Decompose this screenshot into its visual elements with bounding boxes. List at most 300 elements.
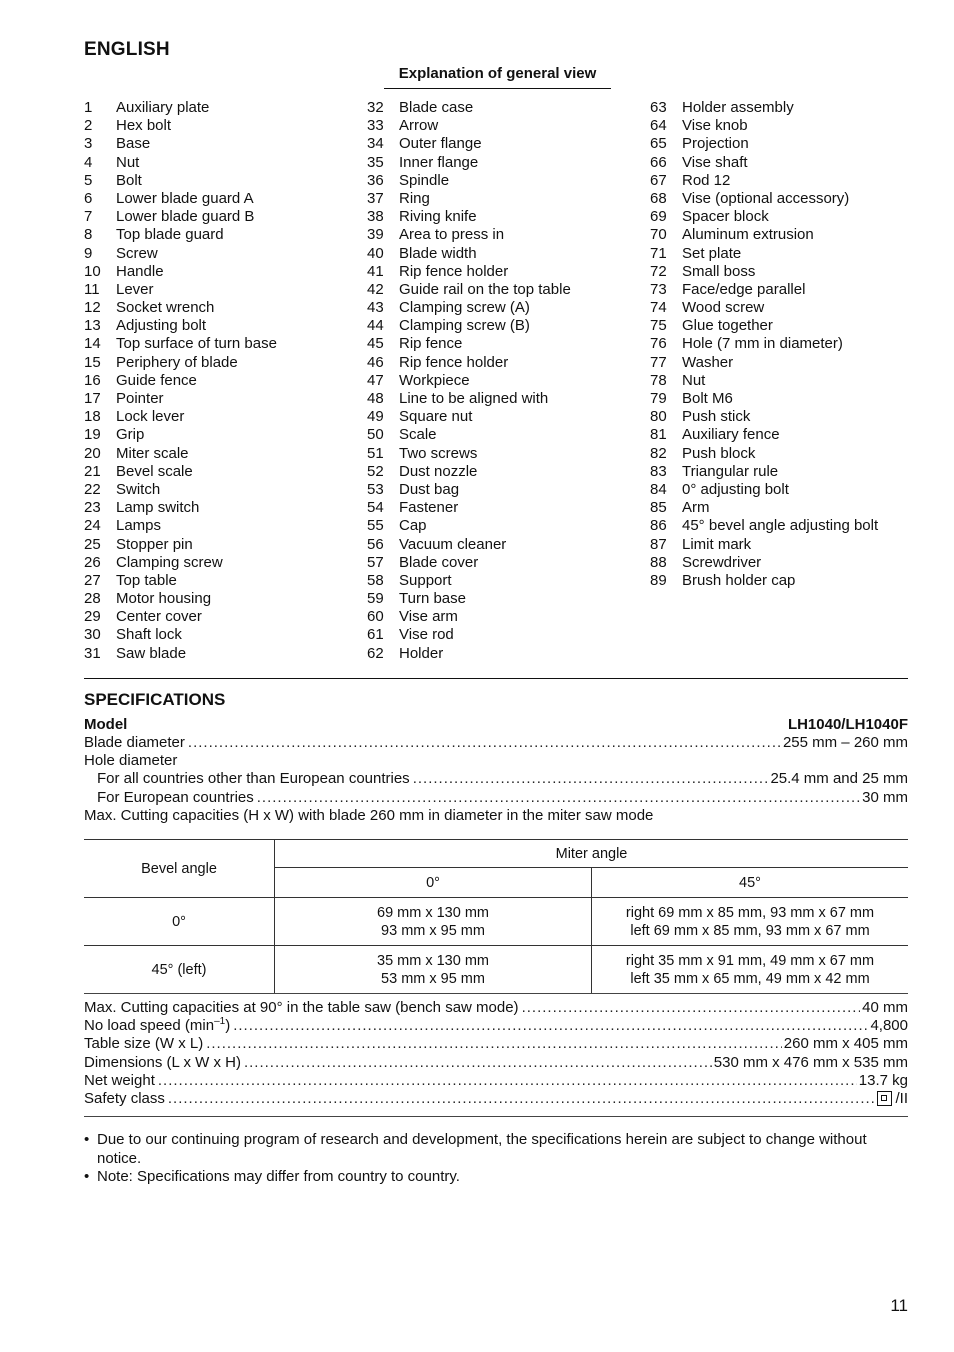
- part-number: 57: [367, 553, 384, 571]
- part-label: Lock lever: [116, 408, 185, 426]
- list-item: [367, 335, 637, 353]
- part-label: Brush holder cap: [682, 571, 796, 589]
- list-item: [84, 354, 354, 372]
- part-label: Area to press in: [399, 226, 505, 244]
- part-number: 84: [650, 480, 667, 498]
- part-label: Arm: [682, 499, 710, 517]
- part-number: 63: [650, 99, 667, 116]
- list-item: [367, 481, 637, 499]
- part-label: Vise shaft: [682, 153, 748, 171]
- part-number: 19: [84, 426, 101, 444]
- part-label: Guide fence: [116, 371, 197, 389]
- part-number: 83: [650, 462, 667, 480]
- list-item: [650, 117, 908, 135]
- part-label: Limit mark: [682, 535, 752, 553]
- part-label: Motor housing: [116, 590, 212, 608]
- part-number: 80: [650, 408, 667, 426]
- part-number: 23: [84, 499, 101, 517]
- part-label: Fastener: [399, 499, 459, 517]
- part-number: 43: [367, 299, 384, 317]
- spec-lines-bottom: [84, 999, 908, 1108]
- part-number: 14: [84, 335, 101, 353]
- part-number: 74: [650, 299, 667, 317]
- list-item: [84, 281, 354, 299]
- part-number: 21: [84, 462, 101, 480]
- part-label: Rip fence holder: [399, 262, 509, 280]
- list-item: [367, 426, 637, 444]
- miter-45-cell: right 69 mm x 85 mm, 93 mm x 67 mm left 69 mm x 85 mm, 93 mm x 67 mm: [592, 898, 909, 946]
- part-number: 35: [367, 153, 384, 171]
- part-number: 79: [650, 390, 667, 407]
- part-number: 81: [650, 426, 667, 444]
- part-label: Cap: [399, 517, 427, 535]
- list-item: [84, 99, 354, 117]
- part-number: 52: [367, 462, 384, 480]
- part-number: 7: [84, 208, 93, 226]
- part-label: Auxiliary plate: [116, 99, 210, 116]
- part-number: 64: [650, 117, 667, 135]
- list-item: [367, 445, 637, 463]
- part-number: 16: [84, 371, 101, 389]
- list-item: [84, 445, 354, 463]
- list-item: [650, 372, 908, 390]
- list-item: [367, 208, 637, 226]
- part-number: 51: [367, 444, 384, 462]
- part-label: Glue together: [682, 317, 773, 335]
- table-row: [84, 946, 908, 994]
- spec-hole-other: For all countries other than European countries ..... 25.4 mm and 25 mm: [84, 770, 908, 788]
- list-item: [84, 645, 354, 663]
- list-item: [650, 190, 908, 208]
- list-item: [367, 572, 637, 590]
- part-number: 49: [367, 408, 384, 426]
- spec-net-weight: Net weight ..... 13.7 kg: [84, 1072, 908, 1090]
- miter-45-cell: right 35 mm x 91 mm, 49 mm x 67 mm left 35 mm x 65 mm, 49 mm x 42 mm: [592, 946, 909, 994]
- list-item: [84, 608, 354, 626]
- list-item: [84, 299, 354, 317]
- part-label: Push stick: [682, 408, 751, 426]
- part-number: 20: [84, 444, 101, 462]
- part-label: Square nut: [399, 408, 473, 426]
- parts-column-3: [650, 99, 908, 590]
- part-label: Outer flange: [399, 135, 482, 153]
- list-item: [650, 481, 908, 499]
- spec-dimensions: Dimensions (L x W x H) ..... 530 mm x 476 mm x 535 mm: [84, 1054, 908, 1072]
- part-label: Scale: [399, 426, 437, 444]
- part-label: Miter scale: [116, 444, 189, 462]
- list-item: [84, 372, 354, 390]
- part-number: 1: [84, 99, 93, 116]
- part-label: Support: [399, 571, 452, 589]
- part-label: Rip fence holder: [399, 353, 509, 371]
- part-label: Blade case: [399, 99, 474, 116]
- part-number: 11: [84, 280, 100, 298]
- part-label: Face/edge parallel: [682, 280, 806, 298]
- miter-0-cell: 69 mm x 130 mm 93 mm x 95 mm: [275, 898, 592, 946]
- list-item: [650, 281, 908, 299]
- part-label: Riving knife: [399, 208, 477, 226]
- list-item: [84, 590, 354, 608]
- part-number: 88: [650, 553, 667, 571]
- part-number: 39: [367, 226, 384, 244]
- part-number: 32: [367, 99, 384, 116]
- part-number: 37: [367, 189, 384, 207]
- list-item: [84, 554, 354, 572]
- model-label: Model: [84, 716, 128, 733]
- part-number: 46: [367, 353, 384, 371]
- list-item: [367, 226, 637, 244]
- list-item: [84, 135, 354, 153]
- section-title: Explanation of general view: [384, 65, 611, 89]
- table-row: [84, 898, 908, 946]
- part-label: Two screws: [399, 444, 478, 462]
- part-number: 65: [650, 135, 667, 153]
- spec-safety-class: Safety class ..... /II: [84, 1090, 908, 1108]
- notes-list: [84, 1131, 908, 1187]
- parts-column-2: [367, 99, 637, 663]
- part-label: Grip: [116, 426, 145, 444]
- part-label: Clamping screw: [116, 553, 223, 571]
- list-item: [367, 372, 637, 390]
- part-number: 6: [84, 189, 93, 207]
- part-number: 12: [84, 299, 101, 317]
- part-number: 66: [650, 153, 667, 171]
- part-number: 25: [84, 535, 101, 553]
- part-number: 56: [367, 535, 384, 553]
- part-label: Top table: [116, 571, 177, 589]
- list-item: [367, 354, 637, 372]
- part-label: Saw blade: [116, 644, 187, 662]
- part-label: Nut: [116, 153, 140, 171]
- list-item: [84, 263, 354, 281]
- spec-no-load-speed: No load speed $(\min^{-1})$ ..... 4,800: [84, 1017, 908, 1035]
- list-item: [84, 408, 354, 426]
- miter-45-header: 45°: [592, 868, 909, 898]
- part-label: Rod 12: [682, 171, 731, 189]
- part-number: 70: [650, 226, 667, 244]
- part-label: Arrow: [399, 117, 439, 135]
- part-number: 87: [650, 535, 667, 553]
- part-label: Base: [116, 135, 151, 153]
- list-item: [650, 408, 908, 426]
- part-number: 77: [650, 353, 667, 371]
- list-item: [367, 590, 637, 608]
- part-number: 9: [84, 244, 93, 262]
- part-label: Adjusting bolt: [116, 317, 207, 335]
- double-insulation-icon: [877, 1091, 892, 1106]
- list-item: [367, 190, 637, 208]
- part-label: Blade cover: [399, 553, 479, 571]
- part-number: 45: [367, 335, 384, 353]
- list-item: [367, 554, 637, 572]
- part-number: 24: [84, 517, 101, 535]
- part-number: 17: [84, 390, 101, 407]
- list-item: [84, 154, 354, 172]
- part-label: Bolt: [116, 171, 142, 189]
- list-item: [84, 117, 354, 135]
- list-item: [367, 154, 637, 172]
- list-item: [650, 554, 908, 572]
- part-number: 60: [367, 608, 384, 626]
- list-item: [84, 172, 354, 190]
- part-label: Shaft lock: [116, 626, 182, 644]
- part-number: 13: [84, 317, 101, 335]
- list-item: [650, 354, 908, 372]
- part-label: Holder: [399, 644, 444, 662]
- part-label: Dust nozzle: [399, 462, 478, 480]
- list-item: [650, 208, 908, 226]
- list-item: [367, 608, 637, 626]
- part-label: Periphery of blade: [116, 353, 238, 371]
- part-label: Vise (optional accessory): [682, 189, 850, 207]
- cutting-capacity-table: [84, 839, 908, 994]
- part-label: Hole (7 mm in diameter): [682, 335, 843, 353]
- table-bottom-rule: [84, 993, 908, 994]
- spec-table-size: Table size (W x L) ..... 260 mm x 405 mm: [84, 1035, 908, 1053]
- list-item: [650, 463, 908, 481]
- list-item: [84, 390, 354, 408]
- part-number: 53: [367, 480, 384, 498]
- part-number: 34: [367, 135, 384, 153]
- part-number: 72: [650, 262, 667, 280]
- list-item: [367, 245, 637, 263]
- list-item: [650, 135, 908, 153]
- bevel-cell: 45° (left): [84, 946, 275, 994]
- part-number: 75: [650, 317, 667, 335]
- part-number: 73: [650, 280, 667, 298]
- specifications-title: SPECIFICATIONS: [84, 690, 226, 709]
- spec-table-saw-capacity: Max. Cutting capacities at 90° in the table saw (bench saw mode) ..... 40 mm: [84, 999, 908, 1017]
- part-number: 28: [84, 590, 101, 608]
- part-number: 3: [84, 135, 93, 153]
- part-number: 54: [367, 499, 384, 517]
- list-item: [367, 317, 637, 335]
- spec-hole-eu: For European countries ..... 30 mm: [84, 789, 908, 807]
- part-label: Lamp switch: [116, 499, 200, 517]
- bevel-cell: 0°: [84, 898, 275, 946]
- part-label: Spacer block: [682, 208, 769, 226]
- part-number: 86: [650, 517, 667, 535]
- manual-page: [84, 0, 908, 1352]
- part-number: 26: [84, 553, 101, 571]
- part-label: Socket wrench: [116, 299, 215, 317]
- part-label: Lower blade guard A: [116, 189, 254, 207]
- part-label: Set plate: [682, 244, 742, 262]
- list-item: [84, 426, 354, 444]
- part-number: 8: [84, 226, 93, 244]
- part-number: 68: [650, 189, 667, 207]
- part-number: 48: [367, 390, 384, 407]
- part-number: 78: [650, 371, 667, 389]
- list-item: [650, 263, 908, 281]
- list-item: [84, 226, 354, 244]
- list-item: • Note: Specifications may differ from country to country.: [84, 1168, 460, 1185]
- part-number: 71: [650, 244, 667, 262]
- part-label: Workpiece: [399, 371, 470, 389]
- list-item: [650, 245, 908, 263]
- part-label: Ring: [399, 189, 430, 207]
- list-item: [367, 172, 637, 190]
- list-item: [367, 517, 637, 535]
- part-label: Clamping screw (B): [399, 317, 530, 335]
- part-number: 85: [650, 499, 667, 517]
- part-label: Stopper pin: [116, 535, 193, 553]
- part-label: 0° adjusting bolt: [682, 480, 789, 498]
- part-number: 44: [367, 317, 384, 335]
- part-label: Bevel scale: [116, 462, 193, 480]
- part-label: Inner flange: [399, 153, 479, 171]
- list-item: [84, 208, 354, 226]
- part-number: 15: [84, 353, 101, 371]
- part-label: Top blade guard: [116, 226, 224, 244]
- part-label: Vise rod: [399, 626, 454, 644]
- part-label: Handle: [116, 262, 164, 280]
- parts-column-1: [84, 99, 354, 663]
- list-item: [84, 317, 354, 335]
- part-label: Lever: [116, 280, 154, 298]
- list-item: [367, 117, 637, 135]
- notes-rule: [84, 1116, 908, 1117]
- list-item: [650, 335, 908, 353]
- part-number: 18: [84, 408, 101, 426]
- language-heading: ENGLISH: [84, 39, 170, 60]
- part-number: 41: [367, 262, 384, 280]
- list-item: [650, 517, 908, 535]
- part-number: 40: [367, 244, 384, 262]
- list-item: [650, 499, 908, 517]
- list-item: [84, 499, 354, 517]
- part-label: Switch: [116, 480, 161, 498]
- part-number: 89: [650, 571, 667, 589]
- model-value: LH1040/LH1040F: [787, 716, 908, 733]
- list-item: [367, 645, 637, 663]
- part-number: 42: [367, 280, 384, 298]
- part-label: Line to be aligned with: [399, 390, 549, 407]
- list-item: [84, 517, 354, 535]
- part-label: Guide rail on the top table: [399, 280, 571, 298]
- part-label: Projection: [682, 135, 749, 153]
- list-item: [367, 99, 637, 117]
- list-item: [367, 135, 637, 153]
- part-number: 50: [367, 426, 384, 444]
- list-item: [367, 408, 637, 426]
- part-label: Blade width: [399, 244, 477, 262]
- part-label: Hex bolt: [116, 117, 172, 135]
- part-number: 59: [367, 590, 384, 608]
- part-number: 27: [84, 571, 101, 589]
- part-label: Screwdriver: [682, 553, 762, 571]
- part-number: 61: [367, 626, 384, 644]
- model-row: [84, 716, 908, 733]
- list-item: [84, 190, 354, 208]
- part-number: 55: [367, 517, 384, 535]
- part-number: 58: [367, 571, 384, 589]
- part-label: Small boss: [682, 262, 756, 280]
- part-number: 69: [650, 208, 667, 226]
- spec-miter-caption: Max. Cutting capacities (H x W) with blade 260 mm in diameter in the miter saw mode: [84, 806, 654, 824]
- part-label: Wood screw: [682, 299, 765, 317]
- part-label: Clamping screw (A): [399, 299, 530, 317]
- list-item: [650, 99, 908, 117]
- part-label: Rip fence: [399, 335, 463, 353]
- list-item: [84, 463, 354, 481]
- list-item: [650, 226, 908, 244]
- spec-hole-diameter: Hole diameter: [84, 752, 178, 770]
- part-label: Push block: [682, 444, 756, 462]
- list-item: [84, 335, 354, 353]
- spec-lines-top: [84, 734, 908, 825]
- part-label: Vise knob: [682, 117, 748, 135]
- part-label: Turn base: [399, 590, 466, 608]
- list-item: [367, 263, 637, 281]
- list-item: [650, 426, 908, 444]
- part-number: 31: [84, 644, 101, 662]
- list-item: [84, 245, 354, 263]
- part-label: Dust bag: [399, 480, 460, 498]
- page-number: 11: [890, 1296, 908, 1315]
- list-item: [367, 536, 637, 554]
- part-label: Vise arm: [399, 608, 458, 626]
- part-label: Center cover: [116, 608, 202, 626]
- part-number: 10: [84, 262, 101, 280]
- part-number: 62: [367, 644, 384, 662]
- list-item: [650, 572, 908, 590]
- part-number: 30: [84, 626, 101, 644]
- list-item: [650, 317, 908, 335]
- list-item: [84, 481, 354, 499]
- miter-0-header: 0°: [275, 868, 592, 898]
- part-label: Pointer: [116, 390, 164, 407]
- list-item: [367, 281, 637, 299]
- list-item: [650, 536, 908, 554]
- part-number: 36: [367, 171, 384, 189]
- list-item: [367, 299, 637, 317]
- part-label: Holder assembly: [682, 99, 794, 116]
- list-item: [650, 445, 908, 463]
- list-item: [367, 626, 637, 644]
- bevel-angle-header: Bevel angle: [84, 840, 275, 898]
- part-number: 82: [650, 444, 667, 462]
- part-label: Auxiliary fence: [682, 426, 780, 444]
- list-item: [84, 626, 354, 644]
- part-number: 29: [84, 608, 101, 626]
- list-item: [367, 499, 637, 517]
- list-item: [84, 536, 354, 554]
- list-item: [367, 390, 637, 408]
- list-item: [650, 390, 908, 408]
- part-number: 5: [84, 171, 93, 189]
- section-divider: [84, 678, 908, 679]
- part-label: Lamps: [116, 517, 162, 535]
- part-number: 2: [84, 117, 93, 135]
- part-label: Spindle: [399, 171, 450, 189]
- part-number: 67: [650, 171, 667, 189]
- miter-angle-header: Miter angle: [275, 840, 909, 868]
- part-label: Top surface of turn base: [116, 335, 277, 353]
- list-item: [367, 463, 637, 481]
- part-number: 76: [650, 335, 667, 353]
- part-label: Triangular rule: [682, 462, 779, 480]
- part-number: 4: [84, 153, 93, 171]
- part-label: Nut: [682, 371, 706, 389]
- part-label: Screw: [116, 244, 158, 262]
- list-item: [650, 172, 908, 190]
- part-label: Aluminum extrusion: [682, 226, 814, 244]
- list-item: [84, 572, 354, 590]
- part-label: Bolt M6: [682, 390, 733, 407]
- part-number: 38: [367, 208, 384, 226]
- part-label: Washer: [682, 353, 734, 371]
